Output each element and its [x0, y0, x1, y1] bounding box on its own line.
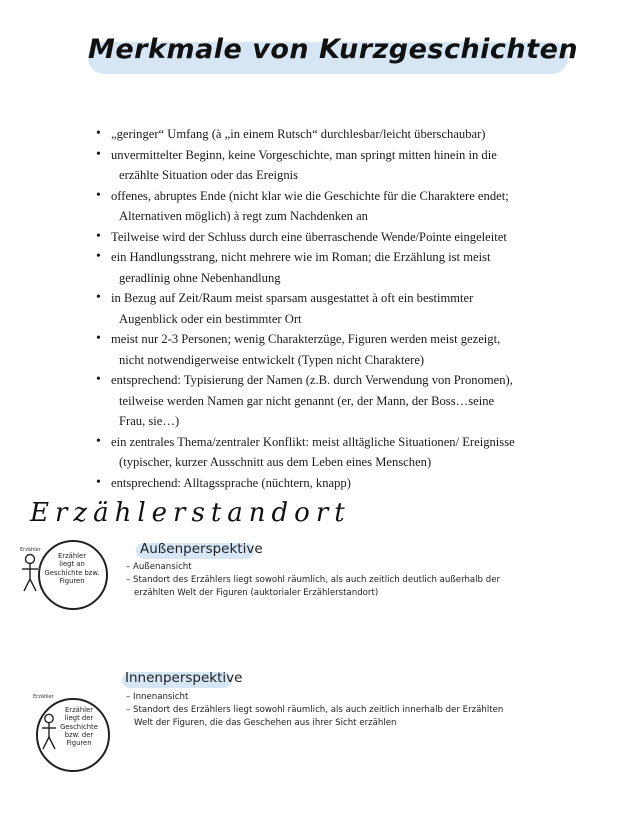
note-line: – Standort des Erzählers liegt sowohl räumlich, als auch zeitlich innerhalb der Erzählten: [126, 705, 504, 715]
subtitle-innenperspektive: Innenperspektive: [125, 670, 243, 686]
list-item: [96, 329, 574, 370]
circle-label-line: liegt der: [64, 714, 94, 723]
section-title-erzaehlerstandort: Erzählerstandort: [30, 498, 351, 528]
list-item-continuation: (typischer, kurzer Ausschnitt aus dem Leben eines Menschen): [119, 455, 432, 469]
list-item-continuation: nicht notwendigerweise entwickelt (Typen nicht Charaktere): [119, 352, 425, 367]
list-item-continuation: geradlinig ohne Nebenhandlung: [119, 270, 281, 285]
subtitle-aussenperspektive: Außenperspektive: [140, 541, 263, 557]
circle-label-line: bzw. der: [64, 730, 94, 739]
list-item: [96, 145, 574, 186]
stick-figure-icon: [40, 713, 58, 751]
stick-figure-icon: [20, 553, 40, 593]
list-item: [96, 288, 574, 329]
list-item-line: entsprechend: Typisierung der Namen (z.B. durch Verwendung von Pronomen),: [111, 373, 513, 387]
list-item-line: Teilweise wird der Schluss durch eine überraschende Wende/Pointe eingeleitet: [111, 229, 507, 244]
list-item-continuation: teilweise werden Namen gar nicht genannt (er, der Mann, der Boss…seine: [119, 393, 495, 408]
list-item: [96, 432, 574, 473]
circle-label: [44, 552, 100, 585]
list-item: [96, 473, 574, 494]
feature-list: [96, 124, 574, 493]
circle-label-line: liegt an: [59, 560, 85, 569]
note-line: – Standort des Erzählers liegt sowohl räumlich, als auch zeitlich deutlich außerhalb der: [126, 575, 501, 585]
list-item-line: offenes, abruptes Ende (nicht klar wie die Geschichte für die Charaktere endet;: [111, 188, 509, 203]
list-item-line: unvermittelter Beginn, keine Vorgeschichte, man springt mitten hinein in die: [111, 147, 497, 162]
list-item-line: ein zentrales Thema/zentraler Konflikt: meist alltägliche Situationen/ Ereignisse: [111, 434, 515, 449]
figure-label: Erzähler: [33, 694, 54, 700]
list-item: [96, 227, 574, 248]
circle-label-line: Geschichte bzw.: [44, 568, 100, 577]
note-aussen: [126, 561, 626, 600]
list-item: [96, 124, 574, 145]
list-item-line: ein Handlungsstrang, nicht mehrere wie im Roman; die Erzählung ist meist: [111, 250, 491, 264]
list-item-line: meist nur 2-3 Personen; wenig Charakterzüge, Figuren werden meist gezeigt,: [111, 332, 501, 346]
list-item-line: „geringer“ Umfang (à „in einem Rutsch“ durchlesbar/leicht überschaubar): [111, 127, 486, 141]
circle-label-line: Geschichte: [60, 722, 98, 731]
title-banner: [88, 34, 579, 78]
list-item-continuation: erzählte Situation oder das Ereignis: [119, 168, 299, 182]
circle-label-line: Figuren: [59, 576, 85, 585]
list-item: [96, 186, 574, 227]
list-item-continuation: Augenblick oder ein bestimmter Ort: [119, 311, 302, 326]
note-innen: [126, 691, 631, 730]
list-item-line: in Bezug auf Zeit/Raum meist sparsam ausgestattet à oft ein bestimmter: [111, 291, 474, 305]
circle-label: [58, 706, 100, 747]
circle-label-line: Erzähler: [58, 552, 86, 560]
list-item-continuation: Frau, sie…): [119, 414, 180, 428]
list-item-line: entsprechend: Alltagssprache (nüchtern, knapp): [111, 475, 351, 490]
circle-label-line: Figuren: [66, 739, 92, 748]
note-line: – Innenansicht: [126, 692, 189, 702]
list-item: [96, 247, 574, 288]
note-line: – Außenansicht: [126, 562, 192, 572]
figure-label: Erzähler: [20, 547, 41, 553]
circle-label-line: Erzähler: [65, 706, 93, 714]
list-item-continuation: Alternativen möglich) à regt zum Nachdenken an: [119, 209, 368, 223]
list-item: [96, 370, 574, 432]
page-title: Merkmale von Kurzgeschichten: [88, 34, 579, 65]
note-line: erzählten Welt der Figuren (auktorialer Erzählerstandort): [134, 588, 379, 598]
note-line: Welt der Figuren, die das Geschehen aus ihrer Sicht erzählen: [134, 718, 397, 728]
